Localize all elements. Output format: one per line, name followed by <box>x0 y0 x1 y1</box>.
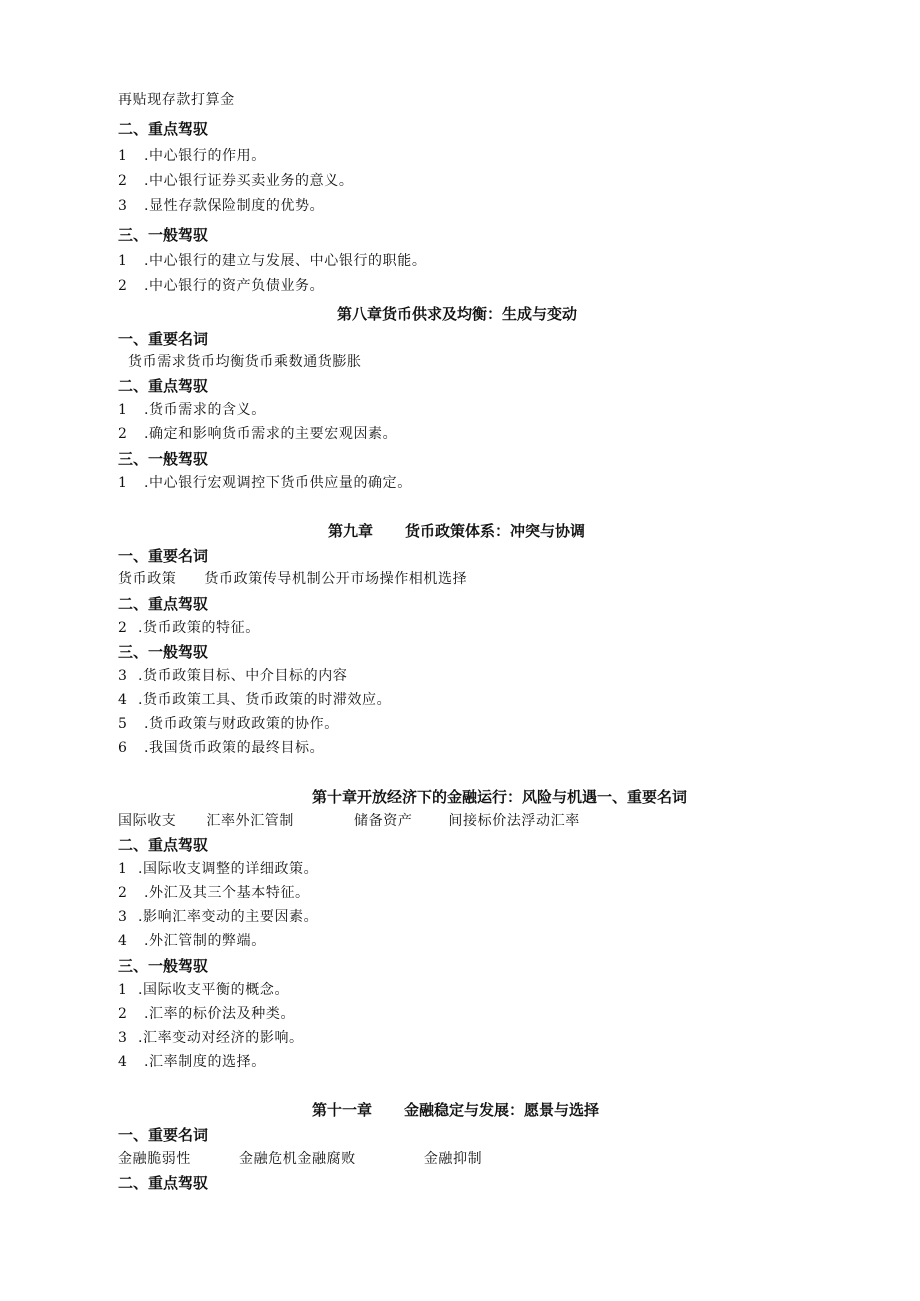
list-item <box>118 931 266 951</box>
item-number: 2 <box>118 426 128 442</box>
general-points-heading: 三、一般驾驭 <box>118 957 209 975</box>
term: 金融脆弱性 <box>118 1151 191 1167</box>
list-item <box>118 738 324 758</box>
item-number: 2 <box>118 278 128 294</box>
key-points-heading: 二、重点驾驭 <box>118 377 209 395</box>
item-number: 1 <box>118 475 128 491</box>
list-item <box>118 980 289 1000</box>
item-text: .货币政策的特征。 <box>138 620 260 636</box>
chapter-title: 第八章货币供求及均衡：生成与变动 <box>337 305 578 323</box>
terms-heading: 一、重要名词 <box>118 330 209 348</box>
list-item <box>118 714 339 734</box>
list-item <box>118 690 391 710</box>
item-number: 1 <box>118 402 128 418</box>
chapter-name: 金融稳定与发展：愿景与选择 <box>404 1101 600 1119</box>
item-text: .汇率的标价法及种类。 <box>144 1006 296 1022</box>
item-number: 3 <box>118 1030 128 1046</box>
item-number: 4 <box>118 1054 128 1070</box>
general-points-heading: 三、一般驾驭 <box>118 450 209 468</box>
term: 货币政策传导机制公开市场操作相机选择 <box>204 571 468 587</box>
terms-line <box>118 569 467 589</box>
terms-line: 再贴现存款打算金 <box>118 92 235 108</box>
item-text: .显性存款保险制度的优势。 <box>144 198 325 214</box>
item-number: 3 <box>118 668 128 684</box>
list-item <box>118 1028 304 1048</box>
chapter-name: 货币政策体系：冲突与协调 <box>405 522 586 540</box>
item-number: 2 <box>118 1006 128 1022</box>
term: 国际收支 <box>118 813 177 829</box>
chapter-title <box>328 521 585 541</box>
list-item <box>118 171 353 191</box>
item-text: .货币政策目标、中介目标的内容 <box>138 668 348 684</box>
terms-line: 货币需求货币均衡货币乘数通货膨胀 <box>128 354 362 370</box>
key-points-heading: 二、重点驾驭 <box>118 1174 209 1192</box>
item-number: 1 <box>118 861 128 877</box>
chapter-title <box>312 1100 599 1120</box>
item-text: .外汇管制的弊端。 <box>144 933 266 949</box>
list-item <box>118 1052 266 1072</box>
item-number: 3 <box>118 198 128 214</box>
item-text: .外汇及其三个基本特征。 <box>144 885 310 901</box>
item-number: 2 <box>118 885 128 901</box>
term: 货币政策 <box>118 571 177 587</box>
item-text: .影响汇率变动的主要因素。 <box>138 909 319 925</box>
list-item <box>118 1004 295 1024</box>
general-points-heading: 三、一般驾驭 <box>118 643 209 661</box>
list-item <box>118 400 266 420</box>
item-number: 1 <box>118 253 128 269</box>
chapter-number: 第十一章 <box>312 1101 373 1119</box>
item-text: .中心银行的建立与发展、中心银行的职能。 <box>144 253 427 269</box>
key-points-heading: 二、重点驾驭 <box>118 595 209 613</box>
list-item <box>118 196 324 216</box>
item-text: .货币需求的含义。 <box>144 402 266 418</box>
item-text: .中心银行证券买卖业务的意义。 <box>144 173 354 189</box>
item-text: .中心银行的作用。 <box>144 148 266 164</box>
terms-line <box>118 811 580 831</box>
term: 储备资产 <box>354 813 413 829</box>
chapter-number: 第九章 <box>328 522 374 540</box>
item-text: .我国货币政策的最终目标。 <box>144 740 325 756</box>
list-item <box>118 276 324 296</box>
list-item <box>118 907 318 927</box>
list-item <box>118 859 318 879</box>
terms-line <box>118 1149 482 1169</box>
list-item <box>118 473 412 493</box>
item-text: .货币政策与财政政策的协作。 <box>144 716 339 732</box>
term: 金融抑制 <box>423 1151 483 1167</box>
key-points-heading: 二、重点驾驭 <box>118 836 209 854</box>
item-number: 2 <box>118 173 128 189</box>
item-number: 4 <box>118 692 128 708</box>
general-points-heading: 三、一般驾驭 <box>118 226 209 244</box>
item-number: 4 <box>118 933 128 949</box>
item-number: 1 <box>118 148 128 164</box>
term: 金融危机金融腐败 <box>239 1151 356 1167</box>
item-number: 2 <box>118 620 128 636</box>
item-number: 1 <box>118 982 128 998</box>
item-text: .国际收支调整的详细政策。 <box>138 861 319 877</box>
terms-heading: 一、重要名词 <box>118 547 209 565</box>
item-number: 5 <box>118 716 128 732</box>
item-text: .确定和影响货币需求的主要宏观因素。 <box>144 426 398 442</box>
list-item <box>118 618 260 638</box>
item-text: .中心银行的资产负债业务。 <box>144 278 325 294</box>
chapter-title: 第十章开放经济下的金融运行：风险与机遇一、重要名词 <box>312 788 688 806</box>
terms-heading: 一、重要名词 <box>118 1126 209 1144</box>
key-points-heading: 二、重点驾驭 <box>118 120 209 138</box>
item-text: .中心银行宏观调控下货币供应量的确定。 <box>144 475 412 491</box>
list-item <box>118 666 347 686</box>
item-text: .汇率变动对经济的影响。 <box>138 1030 304 1046</box>
list-item <box>118 424 397 444</box>
item-text: .国际收支平衡的概念。 <box>138 982 290 998</box>
item-text: .汇率制度的选择。 <box>144 1054 266 1070</box>
list-item <box>118 883 310 903</box>
list-item <box>118 146 266 166</box>
term: 间接标价法浮动汇率 <box>448 813 580 829</box>
item-number: 6 <box>118 740 128 756</box>
item-number: 3 <box>118 909 128 925</box>
item-text: .货币政策工具、货币政策的时滞效应。 <box>138 692 392 708</box>
term: 汇率外汇管制 <box>206 813 295 829</box>
list-item <box>118 251 426 271</box>
